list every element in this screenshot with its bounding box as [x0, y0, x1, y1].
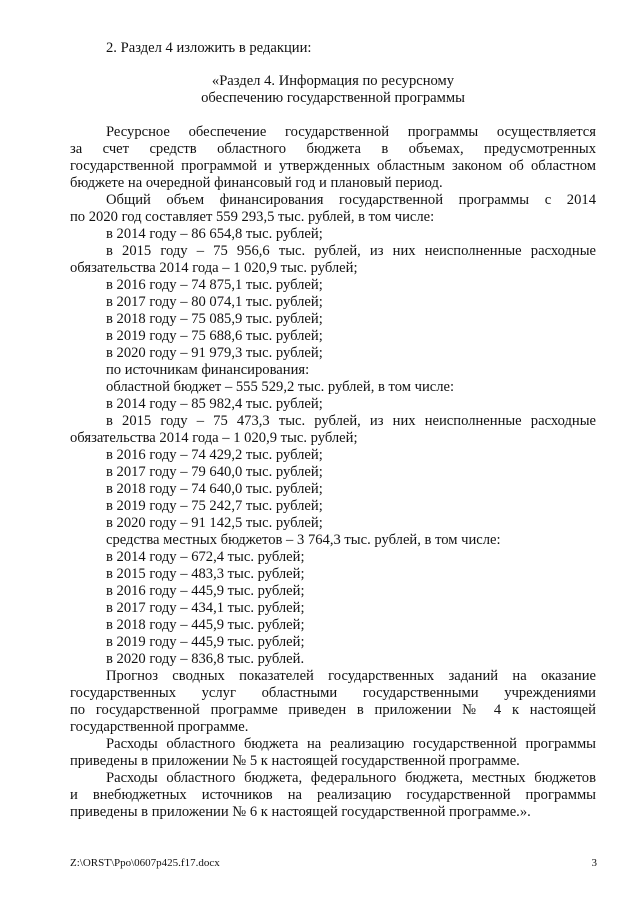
para1-line-2: за счет средств областного бюджета в объемах, предусмотренных	[70, 141, 596, 157]
forecast-line-2: государственных услуг областными государственными учреждениями	[70, 685, 596, 701]
regional-heading: областной бюджет – 555 529,2 тыс. рублей, в том числе:	[106, 379, 455, 395]
expenses-all-line-1: Расходы областного бюджета, федерального бюджета, местных бюджетов	[106, 770, 596, 786]
regional-2014: в 2014 году – 85 982,4 тыс. рублей;	[106, 396, 323, 412]
sources-heading: по источникам финансирования:	[106, 362, 310, 378]
total-2016: в 2016 году – 74 875,1 тыс. рублей;	[106, 277, 323, 293]
total-2015-line-1: в 2015 году – 75 956,6 тыс. рублей, из них неисполненные расходные	[106, 243, 596, 259]
regional-2020: в 2020 году – 91 142,5 тыс. рублей;	[106, 515, 323, 531]
section-title-line-2: обеспечению государственной программы	[201, 90, 465, 106]
local-2017: в 2017 году – 434,1 тыс. рублей;	[106, 600, 305, 616]
forecast-line-4: государственной программе.	[70, 719, 249, 735]
regional-2018: в 2018 году – 74 640,0 тыс. рублей;	[106, 481, 323, 497]
regional-2016: в 2016 году – 74 429,2 тыс. рублей;	[106, 447, 323, 463]
item-2: 2. Раздел 4 изложить в редакции:	[106, 40, 312, 56]
total-2017: в 2017 году – 80 074,1 тыс. рублей;	[106, 294, 323, 310]
total-2020: в 2020 году – 91 979,3 тыс. рублей;	[106, 345, 323, 361]
local-2014: в 2014 году – 672,4 тыс. рублей;	[106, 549, 305, 565]
regional-2015-line-2: обязательства 2014 года – 1 020,9 тыс. рублей;	[70, 430, 358, 446]
expenses-all-line-3: приведены в приложении № 6 к настоящей государственной программе.».	[70, 804, 531, 820]
total-2014: в 2014 году – 86 654,8 тыс. рублей;	[106, 226, 323, 242]
footer-file-path: Z:\ORST\Ppo\0607p425.f17.docx	[70, 857, 220, 869]
expenses-line-2: приведены в приложении № 5 к настоящей государственной программе.	[70, 753, 520, 769]
local-2020: в 2020 году – 836,8 тыс. рублей.	[106, 651, 305, 667]
total-2018: в 2018 году – 75 085,9 тыс. рублей;	[106, 311, 323, 327]
expenses-line-1: Расходы областного бюджета на реализацию государственной программы	[106, 736, 596, 752]
forecast-line-3: по государственной программе приведен в приложении № 4 к настоящей	[70, 702, 596, 718]
local-2016: в 2016 году – 445,9 тыс. рублей;	[106, 583, 305, 599]
total-2019: в 2019 году – 75 688,6 тыс. рублей;	[106, 328, 323, 344]
para2-line-2: по 2020 год составляет 559 293,5 тыс. рублей, в том числе:	[70, 209, 435, 225]
forecast-line-1: Прогноз сводных показателей государственных заданий на оказание	[106, 668, 596, 684]
page-number: 3	[591, 857, 597, 869]
local-2018: в 2018 году – 445,9 тыс. рублей;	[106, 617, 305, 633]
local-heading: средства местных бюджетов – 3 764,3 тыс. рублей, в том числе:	[106, 532, 501, 548]
para2-line-1: Общий объем финансирования государственной программы с 2014	[106, 192, 596, 208]
section-title-line-1: «Раздел 4. Информация по ресурсному	[211, 73, 455, 89]
local-2015: в 2015 году – 483,3 тыс. рублей;	[106, 566, 305, 582]
regional-2019: в 2019 году – 75 242,7 тыс. рублей;	[106, 498, 323, 514]
para1-line-3: государственной программой и утвержденных областным законом об областном	[70, 158, 596, 174]
para1-line-1: Ресурсное обеспечение государственной программы осуществляется	[106, 124, 596, 140]
expenses-all-line-2: и внебюджетных источников на реализацию государственной программы	[70, 787, 596, 803]
local-2019: в 2019 году – 445,9 тыс. рублей;	[106, 634, 305, 650]
regional-2017: в 2017 году – 79 640,0 тыс. рублей;	[106, 464, 323, 480]
total-2015-line-2: обязательства 2014 года – 1 020,9 тыс. рублей;	[70, 260, 358, 276]
para1-line-4: бюджете на очередной финансовый год и плановый период.	[70, 175, 443, 191]
regional-2015-line-1: в 2015 году – 75 473,3 тыс. рублей, из них неисполненные расходные	[106, 413, 596, 429]
